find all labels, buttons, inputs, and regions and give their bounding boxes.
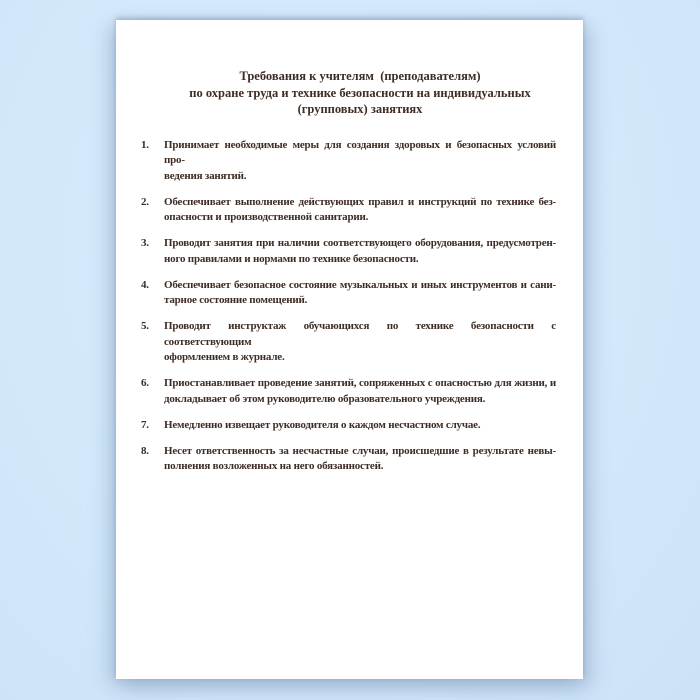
item-number: 7.	[141, 418, 149, 431]
item-line: опасности и производственной санитарии.	[164, 211, 369, 223]
item-text	[164, 418, 556, 434]
item-text	[164, 319, 556, 366]
list-item	[141, 418, 556, 434]
item-number: 6.	[141, 377, 149, 389]
item-line: ного правилами и нормами по технике безопасности.	[164, 252, 419, 265]
list-item	[141, 376, 556, 407]
item-line: Обеспечивает выполнение действующих правил и инструкций по технике без-	[164, 195, 556, 208]
item-number: 4.	[141, 278, 149, 291]
page-title-line: по охране труда и технике безопасности на индивидуальных	[189, 85, 531, 100]
page-title-line: Требования к учителям (преподавателям)	[239, 69, 481, 83]
item-line: полнения возложенных на него обязанностей.	[164, 460, 384, 472]
item-text	[164, 444, 556, 475]
list-item	[141, 195, 556, 226]
item-text	[164, 278, 556, 309]
item-line: докладывает об этом руководителю образовательного учреждения.	[164, 392, 486, 405]
item-number: 8.	[141, 444, 149, 457]
item-line: Немедленно извещает руководителя о каждом несчастном случае.	[164, 418, 481, 431]
list-item	[141, 278, 556, 309]
document-page	[116, 20, 583, 679]
item-line: Приостанавливает проведение занятий, сопряженных с опасностью для жизни, и	[164, 377, 556, 389]
item-line: ведения занятий.	[164, 169, 247, 182]
item-line: Принимает необходимые меры для создания здоровых и безопасных условий про-	[164, 138, 556, 166]
item-number: 3.	[141, 237, 149, 249]
item-number: 2.	[141, 195, 149, 208]
item-line: Обеспечивает безопасное состояние музыкальных и иных инструментов и сани-	[164, 278, 556, 291]
page-title	[164, 68, 556, 118]
item-line: оформлением в журнале.	[164, 351, 285, 363]
item-text	[164, 138, 556, 185]
list-item	[141, 236, 556, 267]
item-text	[164, 376, 556, 407]
list-item	[141, 444, 556, 475]
list-item	[141, 138, 556, 185]
item-line: Проводит инструктаж обучающихся по технике безопасности с соответствующим	[164, 320, 556, 348]
item-text	[164, 195, 556, 226]
item-line: Проводит занятия при наличии соответствующего оборудования, предусмотрен-	[164, 237, 556, 249]
list-item	[141, 319, 556, 366]
item-line: тарное состояние помещений.	[164, 294, 308, 306]
item-text	[164, 236, 556, 267]
page-title-line: (групповых) занятиях	[297, 102, 423, 116]
item-number: 1.	[141, 138, 149, 151]
item-line: Несет ответственность за несчастные случаи, происшедшие в результате невы-	[164, 444, 556, 457]
requirements-list	[141, 138, 556, 475]
item-number: 5.	[141, 320, 149, 332]
